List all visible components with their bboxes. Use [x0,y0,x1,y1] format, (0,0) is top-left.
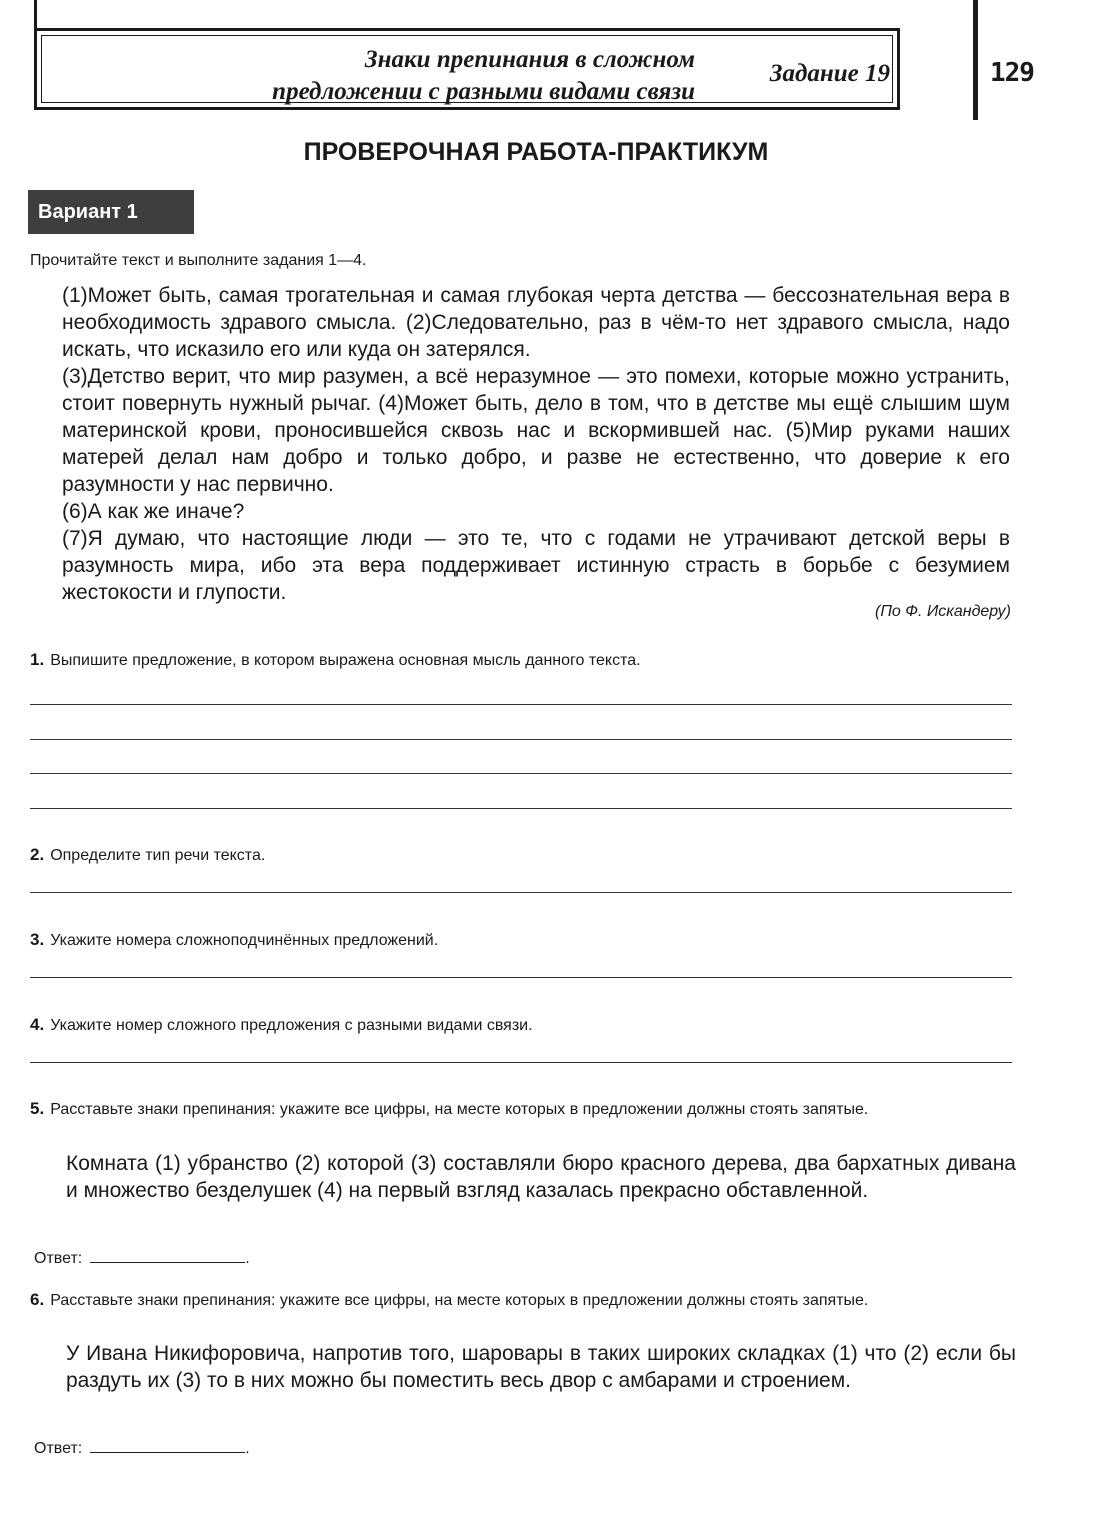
page-title: ПРОВЕРОЧНАЯ РАБОТА-ПРАКТИКУМ [303,138,769,166]
question-number: 4. [30,1015,45,1034]
reading-passage [62,282,1010,606]
answer-line[interactable] [30,808,1012,809]
answer-label: Ответ: [34,1440,83,1457]
question-text: Укажите номера сложноподчинённых предложений. [50,932,439,949]
exercise-sentence-6: У Ивана Никифоровича, напротив того, шаровары в таких широких складках (1) что (2) если бы раздуть их (3) то в них можно бы поместить весь двор с амбарами и строением. [66,1342,1016,1392]
passage-paragraph: (1)Может быть, самая трогательная и самая глубокая черта детства — бессознательная вера в необходимость здравого смысла. (2)Следовательно, раз в чём-то нет здравого смысла, надо искать, что исказило его или куда он затерялся. [62,284,1010,361]
answer-line[interactable] [30,704,1012,705]
passage-paragraph: (7)Я думаю, что настоящие люди — это те, что с годами не утрачивают детской веры в разумность мира, ибо эта вера поддерживает истинную страсть в борьбе с безумием жестокости и глупости. [62,527,1010,604]
question-number: 1. [30,650,45,669]
answer-label: Ответ: [34,1250,83,1267]
question-text: Расставьте знаки препинания: укажите все цифры, на месте которых в предложении должны стоять запятые. [50,1101,869,1118]
exercise-sentence-5: Комната (1) убранство (2) которой (3) составляли бюро красного дерева, два бархатных дивана и множество безделушек (4) на первый взгляд казалась прекрасно обставленной. [66,1152,1016,1202]
answer-line[interactable] [30,1062,1012,1063]
question-4 [30,1015,1020,1036]
answer-line[interactable] [30,977,1012,978]
page-divider [973,0,978,120]
question-text: Выпишите предложение, в котором выражена основная мысль данного текста. [50,652,641,669]
page-number: 129 [990,58,1034,88]
topic-line-1: Знаки препинания в сложном [364,46,695,73]
answer-blank[interactable] [90,1438,245,1453]
topic-line-2: предложении с разными видами связи [272,78,695,105]
passage-paragraph: (6)А как же иначе? [62,500,245,523]
question-text: Расставьте знаки препинания: укажите все цифры, на месте которых в предложении должны стоять запятые. [50,1292,869,1309]
answer-blank[interactable] [90,1248,245,1263]
answer-row-5 [34,1248,250,1268]
question-1 [30,650,1020,671]
question-text: Укажите номер сложного предложения с разными видами связи. [50,1017,533,1034]
answer-row-6 [34,1438,250,1458]
question-text: Определите тип речи текста. [50,847,266,864]
passage-paragraph: (3)Детство верит, что мир разумен, а всё неразумное — это помехи, которые можно устранить, стоит повернуть нужный рычаг. (4)Может быть, дело в том, что в детстве мы ещё слышим шум материнской крови, проносившейся сквозь нас и вскормившей нас. (5)Мир руками наших матерей делал нам добро и только добро, и разве не естественно, что доверие к его разумности у нас первично. [62,365,1010,496]
question-5 [30,1099,1020,1120]
answer-line[interactable] [30,739,1012,740]
task-label: Задание 19 [769,60,890,87]
answer-period: . [245,1250,250,1267]
answer-period: . [245,1440,250,1457]
passage-source: (По Ф. Искандеру) [874,603,1011,620]
question-number: 6. [30,1290,45,1309]
left-rule [34,0,37,30]
answer-line[interactable] [30,892,1012,893]
variant-badge: Вариант 1 [28,190,194,234]
question-2 [30,845,1020,866]
question-3 [30,930,1020,951]
question-number: 2. [30,845,45,864]
question-6 [30,1290,1020,1311]
topic-title [150,44,695,108]
instruction: Прочитайте текст и выполните задания 1—4. [30,252,367,269]
answer-line[interactable] [30,773,1012,774]
question-number: 5. [30,1099,45,1118]
question-number: 3. [30,930,45,949]
